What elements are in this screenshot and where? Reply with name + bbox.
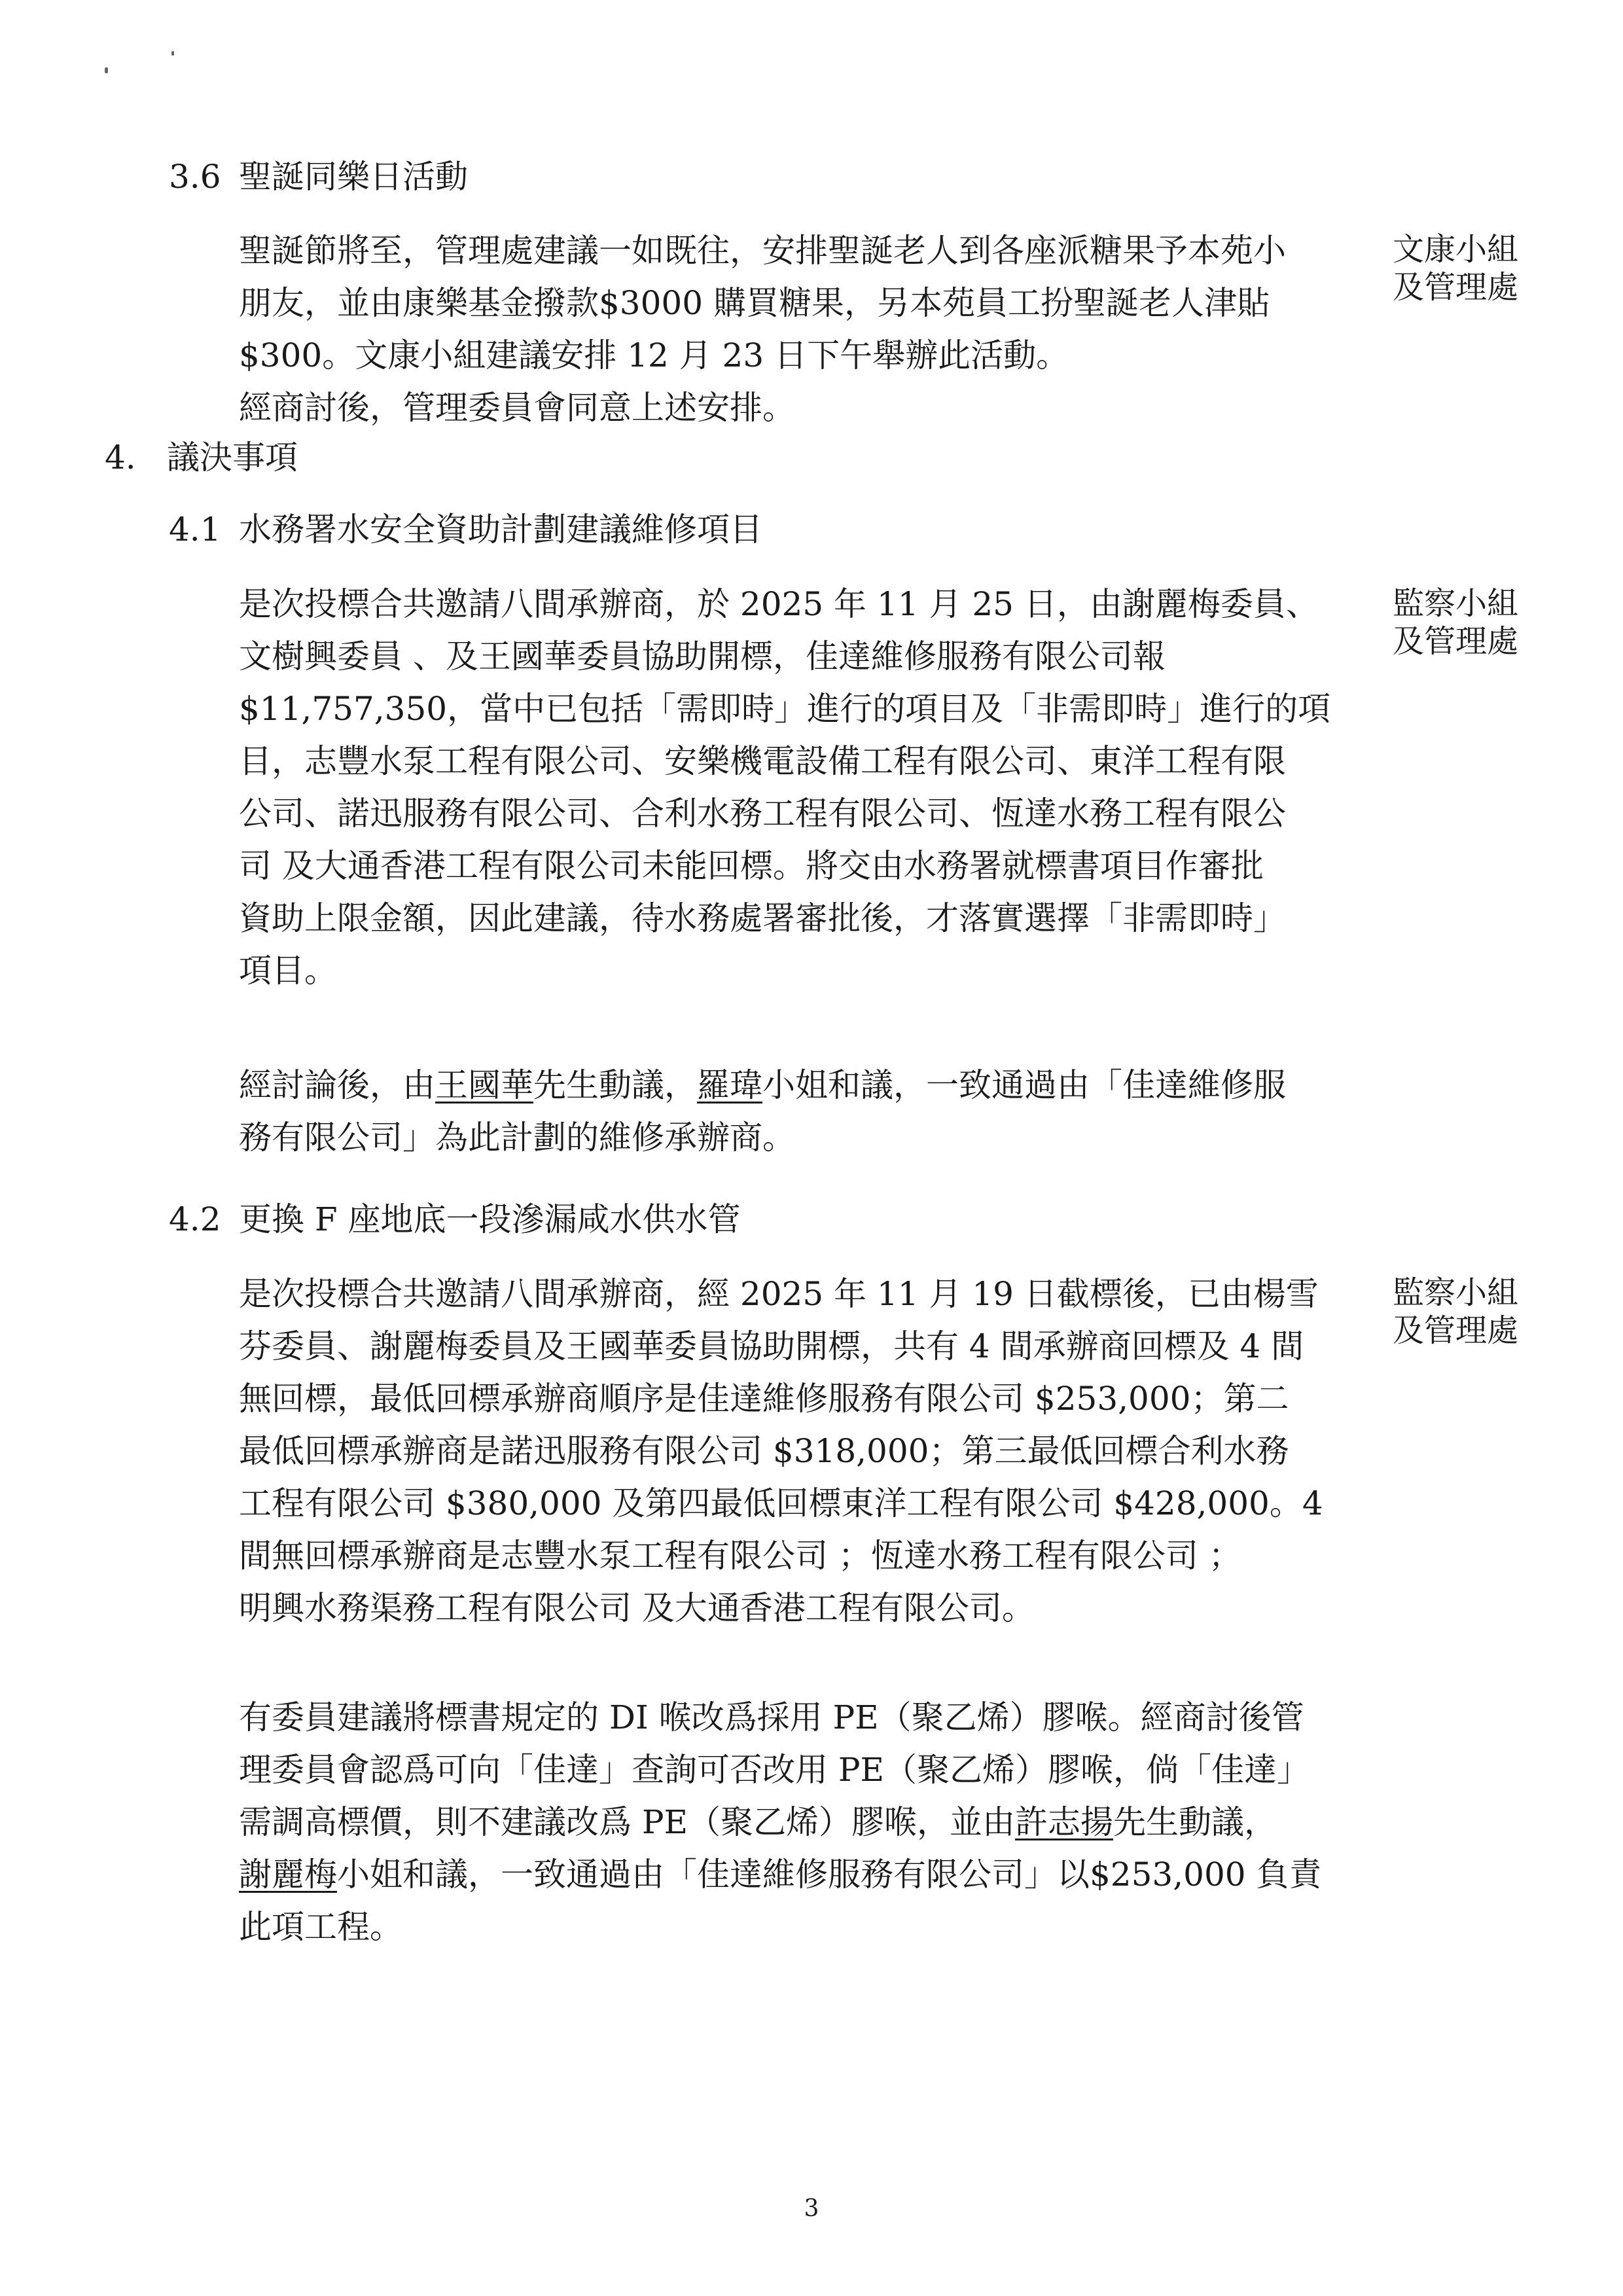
- text-run: 經討論後，由: [239, 1066, 435, 1104]
- paragraph-line: 項目。: [239, 952, 337, 990]
- section-4-2-resolution: [239, 1691, 1351, 1953]
- section-3-6-body: [239, 224, 1351, 434]
- page-number: 3: [804, 2195, 819, 2222]
- text-run: 小姐和議，一致通過由「佳達維修服: [762, 1066, 1286, 1104]
- responsible-line: 監察小組: [1393, 1274, 1519, 1311]
- section-4-1-title: 水務署水安全資助計劃建議維修項目: [239, 511, 762, 548]
- section-4-2-body: [239, 1268, 1351, 1634]
- responsible-line: 監察小組: [1393, 585, 1519, 622]
- seconder-name: 羅瑋: [697, 1066, 762, 1104]
- paragraph-line: 是次投標合共邀請八間承辦商，經 2025 年 11 月 19 日截標後，已由楊雪: [239, 1275, 1319, 1313]
- paragraph-line: 有委員建議將標書規定的 DI 喉改爲採用 PE（聚乙烯）膠喉。經商討後管: [239, 1698, 1304, 1736]
- paragraph-line: 理委員會認爲可向「佳達」查詢可否改用 PE（聚乙烯）膠喉，倘「佳達」: [239, 1751, 1310, 1789]
- paragraph-line: 聖誕節將至，管理處建議一如既往，安排聖誕老人到各座派糖果予本苑小: [239, 232, 1286, 270]
- scan-speck: [105, 67, 108, 73]
- paragraph-line: 資助上限金額，因此建議，待水務處署審批後，才落實選擇「非需即時」: [239, 899, 1286, 937]
- section-4-2-title: 更換 F 座地底一段滲漏咸水供水管: [239, 1200, 741, 1238]
- paragraph-line: 無回標，最低回標承辦商順序是佳達維修服務有限公司 $253,000；第二: [239, 1380, 1289, 1418]
- responsible-line: 及管理處: [1393, 623, 1519, 660]
- section-4-1-body: [239, 578, 1351, 997]
- section-4-2-number: 4.2: [169, 1200, 221, 1238]
- section-4-2-responsible: [1393, 1274, 1543, 1350]
- paragraph-line: 工程有限公司 $380,000 及第四最低回標東洋工程有限公司 $428,000。4: [239, 1484, 1323, 1522]
- section-3-6-number: 3.6: [169, 158, 221, 196]
- paragraph-line: 最低回標承辦商是諾迅服務有限公司 $318,000；第三最低回標合利水務: [239, 1432, 1289, 1470]
- responsible-line: 及管理處: [1393, 1312, 1519, 1349]
- paragraph-line: $11,757,350，當中已包括「需即時」進行的項目及「非需即時」進行的項: [239, 690, 1331, 728]
- text-run: 需調高標價，則不建議改爲 PE（聚乙烯）膠喉，並由: [239, 1803, 1016, 1841]
- paragraph-line: 公司、諾迅服務有限公司、合利水務工程有限公司、恆達水務工程有限公: [239, 795, 1286, 833]
- paragraph-line: 此項工程。: [239, 1908, 402, 1946]
- paragraph-line: 目，志豐水泵工程有限公司、安樂機電設備工程有限公司、東洋工程有限: [239, 742, 1286, 780]
- paragraph-line: 務有限公司」為此計劃的維修承辦商。: [239, 1119, 795, 1157]
- responsible-line: 及管理處: [1393, 269, 1519, 306]
- mover-name: 許志揚: [1015, 1803, 1114, 1841]
- paragraph-line: [239, 1796, 1351, 1848]
- section-4-1-number: 4.1: [169, 511, 221, 548]
- scan-speck: [171, 51, 174, 56]
- text-run: 先生動議，: [1113, 1803, 1277, 1841]
- paragraph-line: $300。文康小組建議安排 12 月 23 日下午舉辦此活動。: [239, 336, 1069, 374]
- paragraph-line: 朋友，並由康樂基金撥款$3000 購買糖果，另本苑員工扮聖誕老人津貼: [239, 284, 1270, 322]
- paragraph-line: 文樹興委員 、及王國華委員協助開標，佳達維修服務有限公司報: [239, 637, 1166, 675]
- seconder-name: 謝麗梅: [239, 1856, 337, 1893]
- paragraph-line: 明興水務渠務工程有限公司 及大通香港工程有限公司。: [239, 1589, 1035, 1627]
- responsible-line: 文康小組: [1393, 231, 1519, 268]
- paragraph-line: 經商討後，管理委員會同意上述安排。: [239, 389, 795, 427]
- section-4-1-resolution: [239, 1059, 1351, 1164]
- text-run: 先生動議，: [533, 1066, 697, 1104]
- section-4-1-responsible: [1393, 584, 1543, 660]
- section-3-6-title: 聖誕同樂日活動: [239, 158, 468, 196]
- mover-name: 王國華: [435, 1066, 533, 1104]
- section-3-6-responsible: [1393, 230, 1543, 306]
- text-run: 小姐和議，一致通過由「佳達維修服務有限公司」以$253,000 負責: [337, 1856, 1322, 1893]
- paragraph-line: 是次投標合共邀請八間承辦商，於 2025 年 11 月 25 日，由謝麗梅委員、: [239, 585, 1319, 623]
- paragraph-line: [239, 1059, 1351, 1111]
- paragraph-line: [239, 1848, 1351, 1901]
- section-4-title: 議決事項: [167, 439, 298, 476]
- paragraph-line: 間無回標承辦商是志豐水泵工程有限公司 ；恆達水務工程有限公司 ；: [239, 1537, 1241, 1575]
- paragraph-line: 司 及大通香港工程有限公司未能回標。將交由水務署就標書項目作審批: [239, 847, 1264, 885]
- paragraph-line: 芬委員、謝麗梅委員及王國華委員協助開標，共有 4 間承辦商回標及 4 間: [239, 1327, 1304, 1365]
- section-4-number: 4.: [105, 439, 136, 476]
